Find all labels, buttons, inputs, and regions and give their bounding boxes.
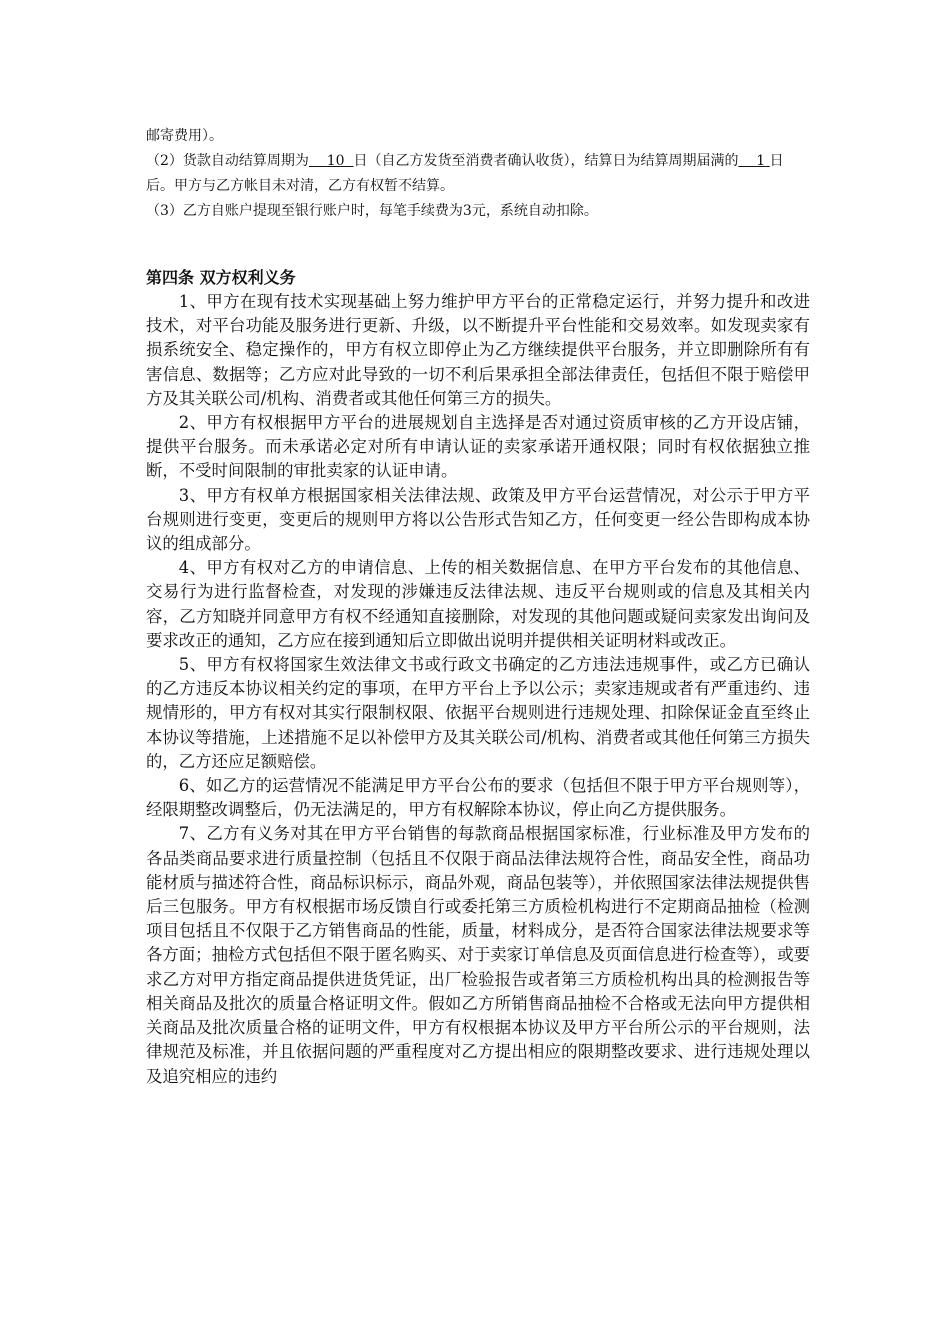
item2-prefix: （2）货款自动结算周期为 bbox=[146, 153, 309, 169]
article-4-paragraph-3: 3、甲方有权单方根据国家相关法律法规、政策及甲方平台运营情况，对公示于甲方平台规则进行变更，变更后的规则甲方将以公告形式告知乙方，任何变更一经公告即构成本协议的组成部分。 bbox=[146, 485, 810, 554]
item2-mid: 日（自乙方发货至消费者确认收货），结算日为结算周期届满的 bbox=[353, 153, 739, 169]
article-4-paragraph-1: 1、甲方在现有技术实现基础上努力维护甲方平台的正常稳定运行，并努力提升和改进技术，对平台功能及服务进行更新、升级，以不断提升平台性能和交易效率。如发现卖家有损系统安全、稳定操作的，甲方有权立即停止为乙方继续提供平台服务，并立即删除所有有害信息、数据等；乙方应对此导致的一切不利后果承担全部法律责任，包括但不限于赔偿甲方及其关联公司/机构、消费者或其他任何第三方的损失。 bbox=[146, 292, 810, 408]
item2-suffix: 日后。甲方与乙方帐目未对清，乙方有权暂不结算。 bbox=[146, 153, 784, 194]
article-4-paragraph-2: 2、甲方有权根据甲方平台的进展规划自主选择是否对通过资质审核的乙方开设店铺，提供平台服务。而未承诺必定对所有申请认证的卖家承诺开通权限；同时有权依据独立推断，不受时间限制的审批卖家的认证申请。 bbox=[146, 413, 810, 481]
document-page bbox=[146, 124, 810, 1089]
settlement-item-2 bbox=[146, 149, 810, 199]
postage-line: 邮寄费用）。 bbox=[146, 128, 223, 144]
article-4-title: 第四条 双方权利义务 bbox=[146, 268, 296, 287]
settlement-day-value: 1 bbox=[756, 153, 766, 169]
article-4-paragraph-4: 4、甲方有权对乙方的申请信息、上传的相关数据信息、在甲方平台发布的其他信息、交易行为进行监督检查，对发现的涉嫌违反法律法规、违反平台规则或的信息及其相关内容，乙方知晓并同意甲方有权不经通知直接删除，对发现的其他问题或疑问卖家发出询问及要求改正的通知，乙方应在接到通知后立即做出说明并提供相关证明材料或改正。 bbox=[146, 558, 810, 650]
article-4-paragraph-5: 5、甲方有权将国家生效法律文书或行政文书确定的乙方违法违规事件，或乙方已确认的乙方违反本协议相关约定的事项，在甲方平台上予以公示；卖家违规或者有严重违约、违规情形的，甲方有权对其实行限制权限、依据平台规则进行违规处理、扣除保证金直至终止本协议等措施，上述措施不足以补偿甲方及其关联公司/机构、消费者或其他任何第三方损失的，乙方还应足额赔偿。 bbox=[146, 655, 810, 771]
settlement-days-field bbox=[309, 153, 354, 169]
article-4-paragraph-6: 6、如乙方的运营情况不能满足甲方平台公布的要求（包括但不限于甲方平台规则等），经限期整改调整后，仍无法满足的，甲方有权解除本协议，停止向乙方提供服务。 bbox=[146, 776, 810, 820]
settlement-days-value: 10 bbox=[326, 153, 345, 169]
settlement-item-3: （3）乙方自账户提现至银行账户时，每笔手续费为3元，系统自动扣除。 bbox=[146, 203, 598, 219]
article-4-paragraph-7: 7、乙方有义务对其在甲方平台销售的每款商品根据国家标准，行业标准及甲方发布的各品类商品要求进行质量控制（包括且不仅限于商品法律法规符合性，商品安全性，商品功能材质与描述符合性，商品标识标示，商品外观，商品包装等），并依照国家法律法规提供售后三包服务。甲方有权根据市场反馈自行或委托第三方质检机构进行不定期商品抽检（检测项目包括且不仅限于乙方销售商品的性能，质量，材料成分，是否符合国家法律法规要求等各方面；抽检方式包括但不限于匿名购买、对于卖家订单信息及页面信息进行检查等），或要求乙方对甲方指定商品提供进货凭证，出厂检验报告或者第三方质检机构出具的检测报告等相关商品及批次的质量合格证明文件。假如乙方所销售商品抽检不合格或无法向甲方提供相关商品及批次质量合格的证明文件，甲方有权根据本协议及甲方平台所公示的平台规则，法律规范及标准，并且依据问题的严重程度对乙方提出相应的限期整改要求、进行违规处理以及追究相应的违约 bbox=[146, 824, 810, 1086]
settlement-day-field bbox=[738, 153, 769, 169]
